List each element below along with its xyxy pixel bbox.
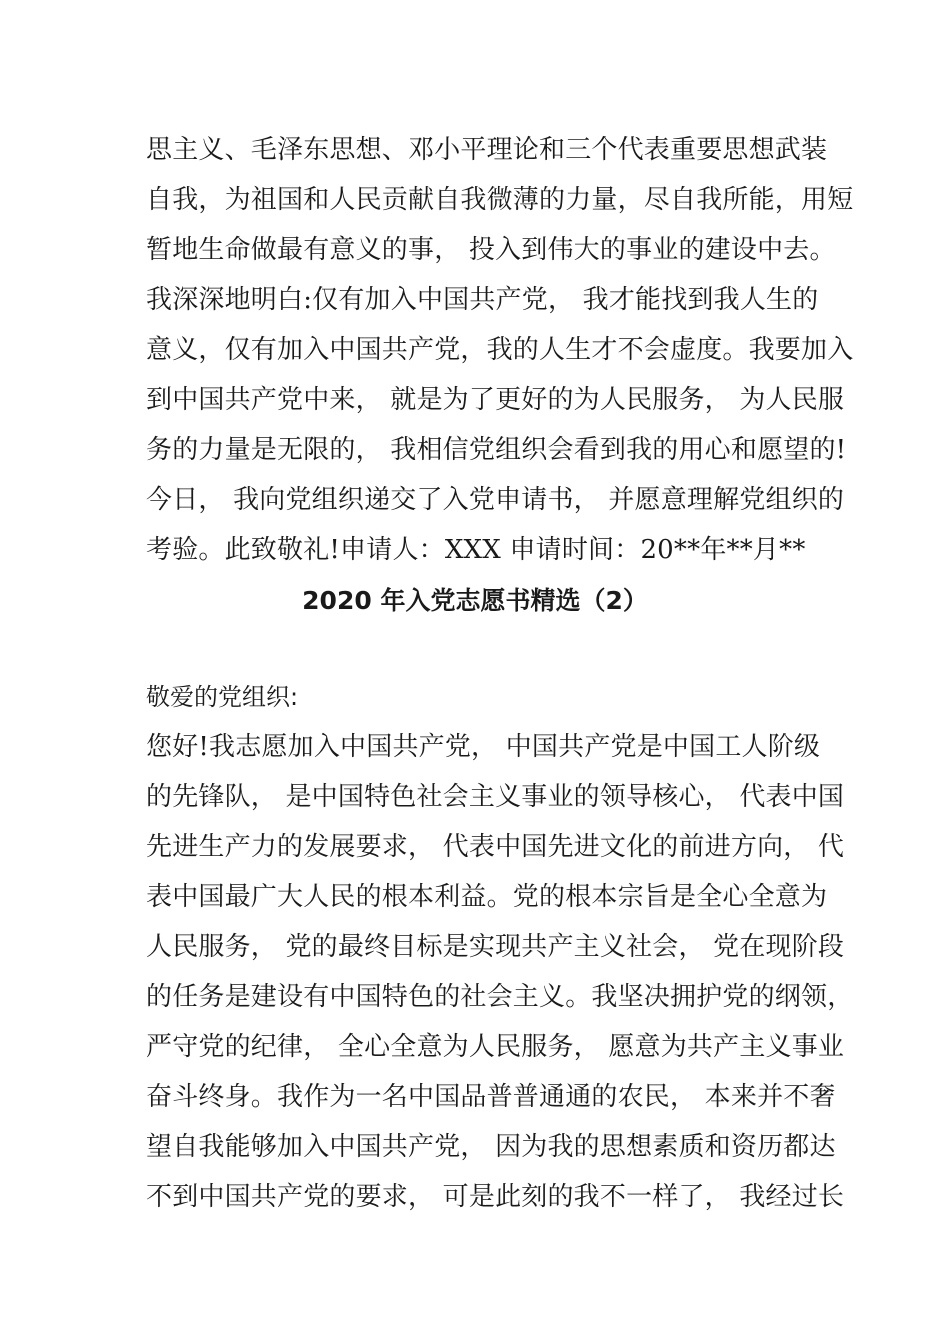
paragraph-line: 自我，为祖国和人民贡献自我微薄的力量，尽自我所能，用短 — [146, 185, 854, 215]
paragraph-line: 表中国最广大人民的根本利益。党的根本宗旨是全心全意为 — [146, 882, 828, 912]
paragraph-line: 的先锋队， 是中国特色社会主义事业的领导核心， 代表中国 — [146, 782, 845, 812]
paragraph-line: 到中国共产党中来， 就是为了更好的为人民服务， 为人民服 — [146, 385, 845, 415]
paragraph-line: 的任务是建设有中国特色的社会主义。我坚决拥护党的纲领， — [146, 982, 854, 1012]
paragraph-line: 不到中国共产党的要求， 可是此刻的我不一样了， 我经过长 — [146, 1182, 845, 1212]
section-title: 2020 年入党志愿书精选（2） — [302, 586, 648, 615]
paragraph-line: 严守党的纪律， 全心全意为人民服务， 愿意为共产主义事业 — [146, 1032, 845, 1062]
paragraph-line: 思主义、毛泽东思想、邓小平理论和三个代表重要思想武装 — [146, 135, 828, 165]
paragraph-line: 务的力量是无限的， 我相信党组织会看到我的用心和愿望的! — [146, 435, 847, 465]
paragraph-line: 望自我能够加入中国共产党， 因为我的思想素质和资历都达 — [146, 1132, 836, 1162]
paragraph-line: 暂地生命做最有意义的事， 投入到伟大的事业的建设中去。 — [146, 235, 836, 265]
salutation: 敬爱的党组织: — [146, 683, 299, 711]
paragraph-line: 人民服务， 党的最终目标是实现共产主义社会， 党在现阶段 — [146, 932, 845, 962]
paragraph-line: 先进生产力的发展要求， 代表中国先进文化的前进方向， 代 — [146, 832, 845, 862]
paragraph-line: 今日， 我向党组织递交了入党申请书， 并愿意理解党组织的 — [146, 485, 845, 515]
paragraph-line: 意义，仅有加入中国共产党，我的人生才不会虚度。我要加入 — [146, 335, 854, 365]
paragraph-line: 考验。此致敬礼!申请人：XXX 申请时间：20**年**月** — [146, 535, 806, 565]
paragraph-line: 我深深地明白:仅有加入中国共产党， 我才能找到我人生的 — [146, 285, 819, 315]
paragraph-line: 奋斗终身。我作为一名中国品普普通通的农民， 本来并不奢 — [146, 1082, 836, 1112]
paragraph-line: 您好!我志愿加入中国共产党， 中国共产党是中国工人阶级 — [146, 732, 821, 762]
